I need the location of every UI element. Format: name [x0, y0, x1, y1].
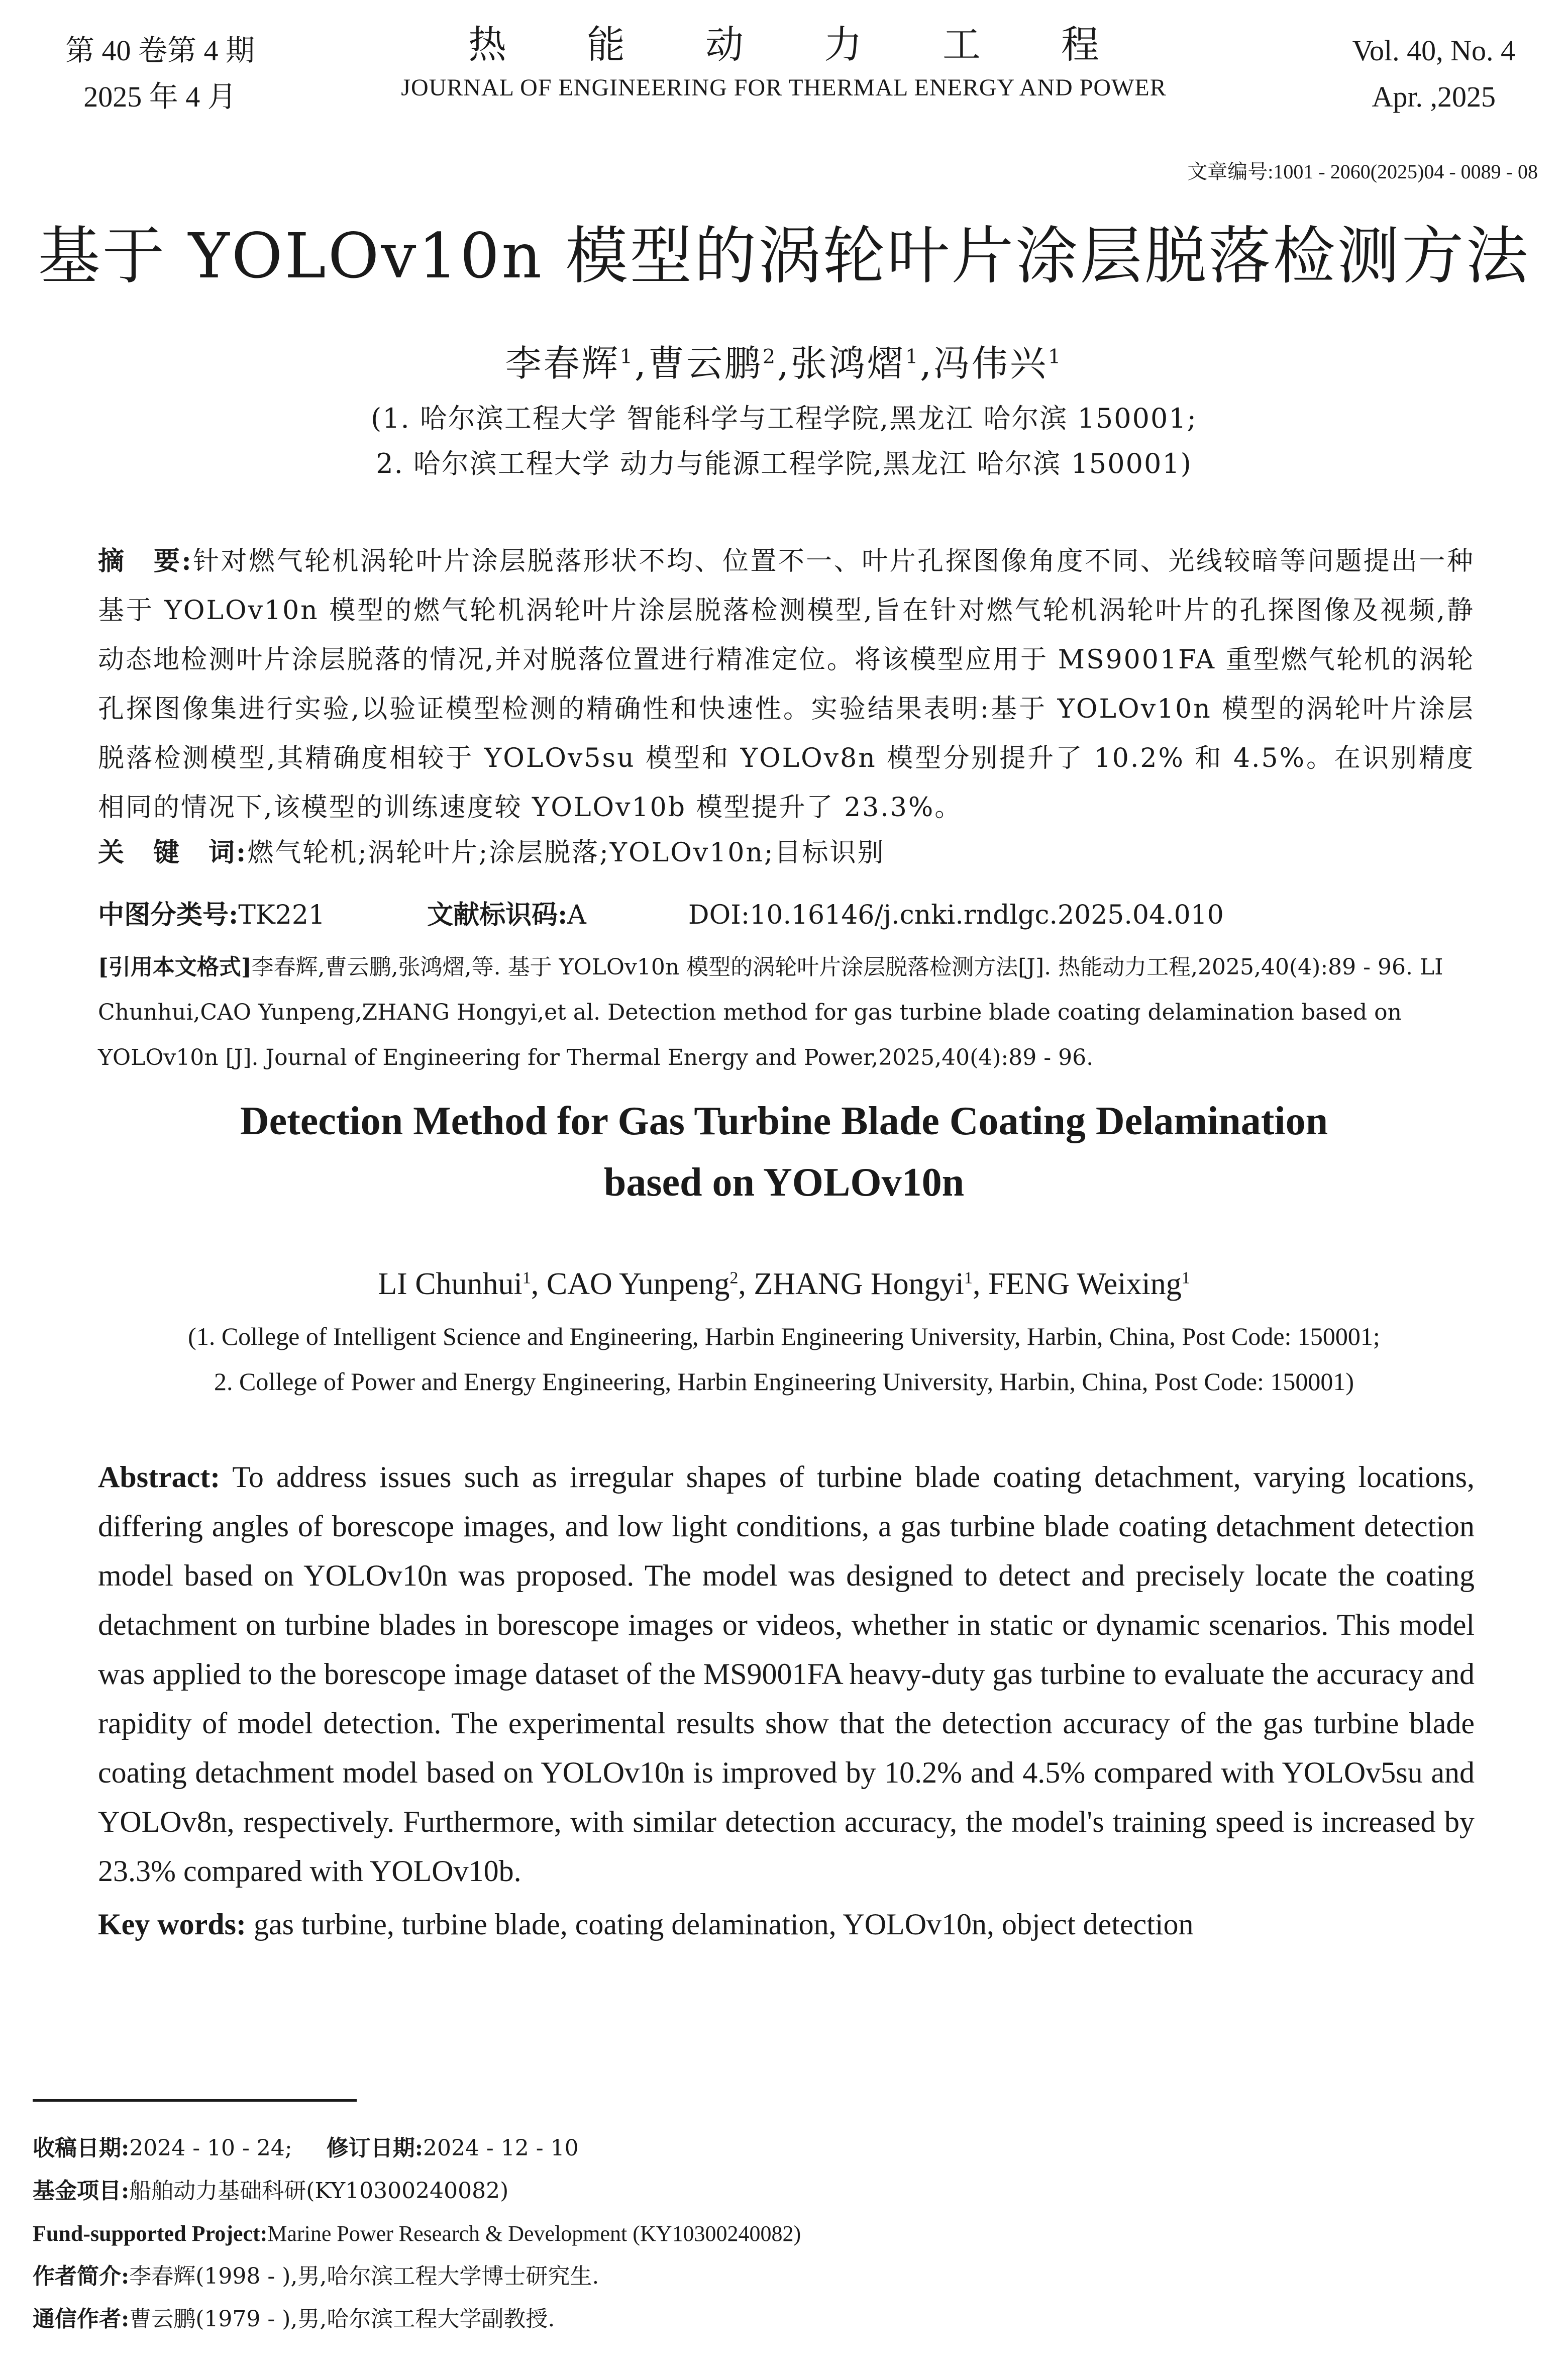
- author-name: 李春辉: [505, 342, 620, 384]
- keywords-cn: [98, 828, 1475, 877]
- header-right: [1352, 28, 1515, 120]
- citation-text: 李春辉,曹云鹏,张鸿熠,等. 基于 YOLOv10n 模型的涡轮叶片涂层脱落检测方法[J]. 热能动力工程,2025,40(4):89 - 96. LI Chunhui,CAO Yunpeng,ZHANG Hongyi,et al. Detection method for gas turbine blade coating delamination based on YOLOv10n [J]. Journal of Engineering for Thermal Energy and Power,2025,40(4):89 - 96.: [98, 954, 1443, 1070]
- date-en: Apr. ,2025: [1372, 80, 1496, 113]
- doc-code-value: A: [567, 900, 586, 930]
- classification-line: [98, 894, 1224, 931]
- author-name: 曹云鹏: [648, 342, 763, 384]
- citation-format: [98, 945, 1475, 1080]
- affiliation-marker: 1: [619, 345, 635, 368]
- authors-cn: 李春辉$^1$,曹云鹏$^2$,张鸿熠$^1$,冯伟兴$^1$: [505, 342, 1063, 384]
- author-name: CAO Yunpeng: [546, 1267, 730, 1301]
- citation-label: [引用本文格式]: [98, 954, 252, 980]
- footnote-dates: [33, 2133, 579, 2163]
- affiliation-marker: 1: [964, 1268, 973, 1288]
- abstract-en: [98, 1452, 1475, 1896]
- header-left: [65, 28, 255, 120]
- abstract-cn-label: 摘 要:: [98, 546, 193, 576]
- volume-issue-cn: 第 40 卷第 4 期: [65, 34, 255, 67]
- author-name: ZHANG Hongyi: [754, 1267, 964, 1301]
- corresponding-value: 曹云鹏(1979 - ),男,哈尔滨工程大学副教授.: [129, 2306, 555, 2332]
- received-value: 2024 - 10 - 24;: [129, 2135, 292, 2161]
- keywords-en: [98, 1900, 1475, 1949]
- paper-title-en-line2: based on YOLOv10n: [603, 1160, 965, 1205]
- affiliation-marker: 1: [1181, 1268, 1190, 1288]
- journal-masthead: [352, 20, 1216, 106]
- footnote-author-bio: [33, 2261, 599, 2292]
- clc-label: 中图分类号:: [98, 900, 239, 930]
- article-number: 文章编号:1001 - 2060(2025)04 - 0089 - 08: [1187, 160, 1538, 183]
- footnote-corresponding: [33, 2304, 555, 2334]
- abstract-en-label: Abstract:: [98, 1460, 221, 1494]
- affiliation-cn-1: (1. 哈尔滨工程大学 智能科学与工程学院,黑龙江 哈尔滨 150001;: [371, 403, 1197, 434]
- fund-cn-value: 船舶动力基础科研(KY10300240082): [129, 2178, 509, 2204]
- doi: DOI:10.16146/j.cnki.rndlgc.2025.04.010: [688, 900, 1224, 930]
- keywords-cn-text: 燃气轮机;涡轮叶片;涂层脱落;YOLOv10n;目标识别: [247, 838, 885, 868]
- abstract-cn: [98, 537, 1475, 832]
- affiliation-marker: 1: [522, 1268, 531, 1288]
- affiliation-marker: 2: [729, 1268, 739, 1288]
- author-name: LI Chunhui: [378, 1267, 522, 1301]
- corresponding-label: 通信作者:: [33, 2306, 130, 2332]
- paper-title-en: [0, 1091, 1568, 1213]
- revised-label: 修订日期:: [326, 2135, 423, 2161]
- volume-issue-en: Vol. 40, No. 4: [1352, 34, 1515, 67]
- abstract-cn-text: 针对燃气轮机涡轮叶片涂层脱落形状不均、位置不一、叶片孔探图像角度不同、光线较暗等问题提出一种基于 YOLOv10n 模型的燃气轮机涡轮叶片涂层脱落检测模型,旨在针对燃气轮机涡轮叶片的孔探图像及视频,静动态地检测叶片涂层脱落的情况,并对脱落位置进行精准定位。将该模型应用于 MS9001FA 重型燃气轮机的涡轮孔探图像集进行实验,以验证模型检测的精确性和快速性。实验结果表明:基于 YOLOv10n 模型的涡轮叶片涂层脱落检测模型,其精确度相较于 YOLOv5su 模型和 YOLOv8n 模型分别提升了 10.2% 和 4.5%。在识别精度相同的情况下,该模型的训练速度较 YOLOv10b 模型提升了 23.3%。: [98, 546, 1475, 823]
- paper-title-cn: 基于 YOLOv10n 模型的涡轮叶片涂层脱落检测方法: [38, 220, 1530, 292]
- affiliation-marker: 1: [1048, 345, 1063, 368]
- doc-code-label: 文献标识码:: [427, 900, 568, 930]
- footnote-fund-en: [33, 2219, 801, 2249]
- author-name: FENG Weixing: [988, 1267, 1182, 1301]
- keywords-en-text: gas turbine, turbine blade, coating delamination, YOLOv10n, object detection: [246, 1908, 1194, 1941]
- affiliation-en-2: 2. College of Power and Energy Engineering, Harbin Engineering University, Harbin, China, Post Code: 150001): [214, 1367, 1354, 1396]
- date-cn: 2025 年 4 月: [83, 80, 237, 113]
- author-name: 张鸿熠: [790, 342, 905, 384]
- paper-title-en-line1: Detection Method for Gas Turbine Blade Coating Delamination: [240, 1099, 1328, 1143]
- footnote-fund-cn: [33, 2176, 508, 2206]
- authors-en: LI Chunhui$^1$, CAO Yunpeng$^2$, ZHANG Hongyi$^1$, FENG Weixing$^1$: [378, 1267, 1190, 1301]
- journal-name-cn: 热能动力工程: [468, 24, 1180, 66]
- revised-value: 2024 - 12 - 10: [423, 2135, 579, 2161]
- affiliation-marker: 1: [905, 345, 920, 368]
- fund-en-label: Fund-supported Project:: [33, 2221, 268, 2246]
- author-bio-label: 作者简介:: [33, 2263, 130, 2289]
- affiliation-en-1: (1. College of Intelligent Science and Engineering, Harbin Engineering University, Harbin, China, Post Code: 150001;: [188, 1322, 1380, 1350]
- fund-en-value: Marine Power Research & Development (KY10300240082): [267, 2221, 801, 2246]
- fund-cn-label: 基金项目:: [33, 2178, 130, 2204]
- author-name: 冯伟兴: [933, 342, 1049, 384]
- keywords-cn-label: 关 键 词:: [98, 837, 248, 868]
- clc-value: TK221: [238, 900, 325, 930]
- affiliation-marker: 2: [762, 345, 778, 368]
- journal-name-en: JOURNAL OF ENGINEERING FOR THERMAL ENERGY AND POWER: [401, 74, 1167, 101]
- received-label: 收稿日期:: [33, 2135, 130, 2161]
- author-bio-value: 李春辉(1998 - ),男,哈尔滨工程大学博士研究生.: [129, 2263, 599, 2289]
- affiliation-cn-2: 2. 哈尔滨工程大学 动力与能源工程学院,黑龙江 哈尔滨 150001): [376, 448, 1192, 479]
- abstract-en-text: To address issues such as irregular shapes of turbine blade coating detachment, varying locations, differing angles of borescope images, and low light conditions, a gas turbine blade coating detachment detection model based on YOLOv10n was proposed. The model was designed to detect and precisely locate the coating detachment on turbine blades in borescope images or videos, whether in static or dynamic scenarios. This model was applied to the borescope image dataset of the MS9001FA heavy-duty gas turbine to evaluate the accuracy and rapidity of model detection. The experimental results show that the detection accuracy of the gas turbine blade coating detachment model based on YOLOv10n is improved by 10.2% and 4.5% compared with YOLOv5su and YOLOv8n, respectively. Furthermore, with similar detection accuracy, the model's training speed is increased by 23.3% compared with YOLOv10b.: [98, 1460, 1475, 1888]
- footnote-divider: [33, 2099, 357, 2102]
- keywords-en-label: Key words:: [98, 1908, 246, 1941]
